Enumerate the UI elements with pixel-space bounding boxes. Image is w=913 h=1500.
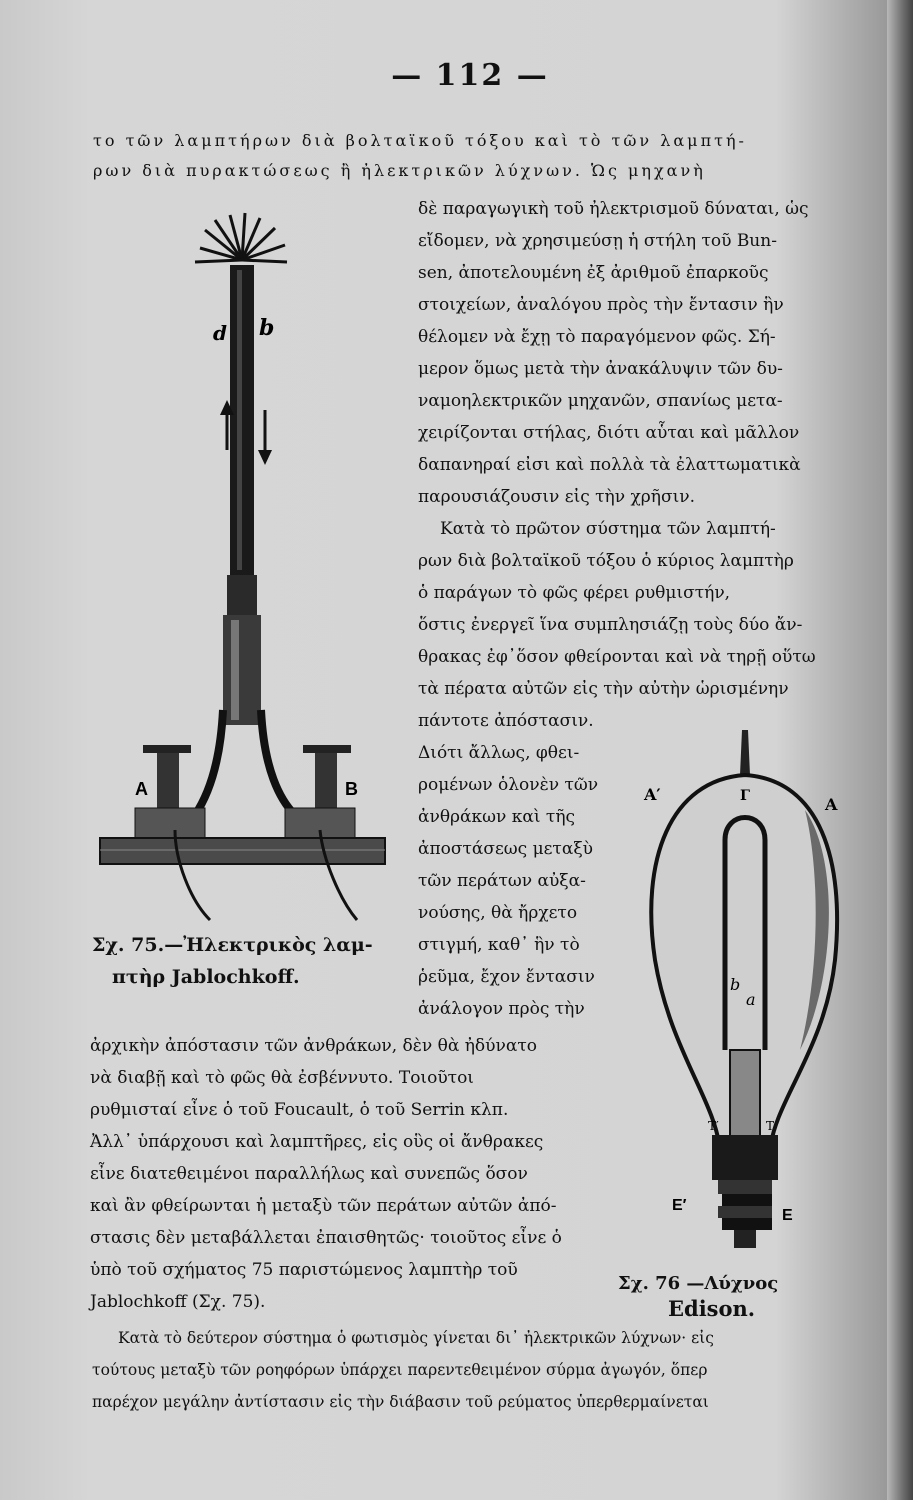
label-a: A [825, 795, 838, 814]
text-line: ναμοηλεκτρικῶν μηχανῶν, σπανίως μετα- [418, 391, 783, 411]
text-line: ρομένων ὁλονὲν τῶν [418, 775, 599, 795]
text-line: μερον ὅμως μετὰ τὴν ἀνακάλυψιν τῶν δυ- [418, 359, 783, 379]
text-line: ρων διὰ πυρακτώσεως ἢ ἠλεκτρικῶν λύχνων. Ὡς μηχανὴ [93, 161, 706, 180]
text-line: Jablochkoff (Σχ. 75). [90, 1292, 266, 1312]
text-line: τὰ πέρατα αὐτῶν εἰς τὴν αὐτὴν ὡρισμένην [418, 679, 789, 699]
text-line: στιγμή, καθ᾽ ἣν τὸ [418, 935, 580, 955]
text-line: ρυθμισταί εἶνε ὁ τοῦ Foucault, ὁ τοῦ Serrin κλπ. [90, 1100, 509, 1120]
figure-76-caption-2: Edison. [668, 1296, 756, 1321]
text-line: Διότι ἄλλως, φθει- [418, 743, 580, 763]
text-line: θρακας ἐφ᾽ὅσον φθείρονται καὶ νὰ τηρῇ οὕτω [418, 647, 816, 667]
text-line: στασις δὲν μεταβάλλεται ἐπαισθητῶς· τοιοῦτος εἶνε ὁ [90, 1228, 562, 1248]
page-edge [887, 0, 913, 1500]
label-a: A [135, 779, 148, 799]
page-number: — 112 — [391, 58, 549, 93]
label-a-prime: A′ [644, 785, 661, 804]
text-line: στοιχείων, ἀναλόγου πρὸς τὴν ἔντασιν ἣν [418, 295, 784, 315]
label-t: T [766, 1119, 775, 1133]
text-line: εἴδομεν, νὰ χρησιμεύσῃ ἡ στήλη τοῦ Bun- [418, 231, 777, 251]
text-line: νούσης, θὰ ἤρχετο [418, 903, 578, 923]
text-line: δὲ παραγωγικὴ τοῦ ἠλεκτρισμοῦ δύναται, ὡς [418, 199, 809, 219]
text-line: δαπανηραί εἰσι καὶ πολλὰ τὰ ἐλαττωματικὰ [418, 455, 801, 475]
text-line: ῥεῦμα, ἔχον ἔντασιν [418, 967, 595, 987]
text-line: χειρίζονται στήλας, διότι αὗται καὶ μᾶλλον [418, 423, 800, 443]
arc-spark-icon [195, 213, 287, 262]
figure-75-jablochkoff-lamp [95, 210, 405, 930]
text-line: καὶ ἂν φθείρωνται ἡ μεταξὺ τῶν περάτων αὐτῶν ἀπό- [90, 1196, 557, 1216]
label-b: B [345, 779, 358, 799]
text-line: ρων διὰ βολταϊκοῦ τόξου ὁ κύριος λαμπτὴρ [418, 551, 794, 571]
text-line: ἀνάλογον πρὸς τὴν [418, 999, 585, 1019]
text-line: εἶνε διατεθειμένοι παραλλήλως καὶ συνεπῶς ὅσον [90, 1164, 528, 1184]
text-line: Ἀλλ᾽ ὑπάρχουσι καὶ λαμπτῆρες, εἰς οὓς οἱ ἄνθρακες [90, 1132, 544, 1152]
text-line: τῶν περάτων αὐξα- [418, 871, 586, 891]
text-line: ἀποστάσεως μεταξὺ [418, 839, 594, 859]
label-a-small: a [746, 990, 756, 1009]
figure-76-edison-bulb [630, 720, 860, 1280]
label-b: b [730, 975, 741, 994]
text-line: ὁ παράγων τὸ φῶς φέρει ρυθμιστήν, [418, 583, 731, 603]
text-line: παρουσιάζουσιν εἰς τὴν χρῆσιν. [418, 487, 695, 507]
text-line: παρέχον μεγάλην ἀντίστασιν εἰς τὴν διάβασιν τοῦ ρεύματος ὑπερθερμαίνεται [92, 1393, 709, 1411]
label-e: E [782, 1207, 793, 1224]
label-b-small: b [259, 315, 275, 341]
label-t-prime: T′ [708, 1119, 719, 1133]
figure-75-caption-2: πτὴρ Jablochkoff. [112, 966, 300, 988]
text-line: πάντοτε ἀπόστασιν. [418, 711, 594, 731]
text-line: ὅστις ἐνεργεῖ ἵνα συμπλησιάζῃ τοὺς δύο ἄν- [418, 615, 803, 635]
text-line: τούτους μεταξὺ τῶν ροηφόρων ὑπάρχει παρεντεθειμένον σύρμα ἀγωγόν, ὅπερ [92, 1361, 708, 1379]
text-line: θέλομεν νὰ ἔχῃ τὸ παραγόμενον φῶς. Σή- [418, 327, 776, 347]
text-line: Κατὰ τὸ πρῶτον σύστημα τῶν λαμπτή- [440, 519, 776, 539]
label-gamma: Γ [740, 788, 750, 804]
text-line: νὰ διαβῇ καὶ τὸ φῶς θὰ ἐσβέννυτο. Τοιοῦτοι [90, 1068, 474, 1088]
figure-75-caption: Σχ. 75.—Ἠλεκτρικὸς λαμ- [92, 934, 373, 956]
figure-76-caption: Σχ. 76 —Λύχνος [618, 1273, 779, 1294]
screw-base-icon [718, 1180, 772, 1248]
text-line: ἀνθράκων καὶ τῆς [418, 807, 576, 827]
text-line: sen, ἀποτελουμένη ἐξ ἀριθμοῦ ἐπαρκοῦς [418, 263, 769, 283]
text-line: ἀρχικὴν ἀπόστασιν τῶν ἀνθράκων, δὲν θὰ ἠδύνατο [90, 1036, 537, 1056]
text-line: Κατὰ τὸ δεύτερον σύστημα ὁ φωτισμὸς γίνεται δι᾽ ἠλεκτρικῶν λύχνων· εἰς [118, 1329, 714, 1347]
label-d: d [213, 321, 227, 345]
label-e-prime: E′ [672, 1197, 687, 1214]
text-line: το τῶν λαμπτήρων διὰ βολταϊκοῦ τόξου καὶ τὸ τῶν λαμπτή- [93, 131, 747, 150]
text-line: ὑπὸ τοῦ σχήματος 75 παριστώμενος λαμπτὴρ τοῦ [90, 1260, 518, 1280]
